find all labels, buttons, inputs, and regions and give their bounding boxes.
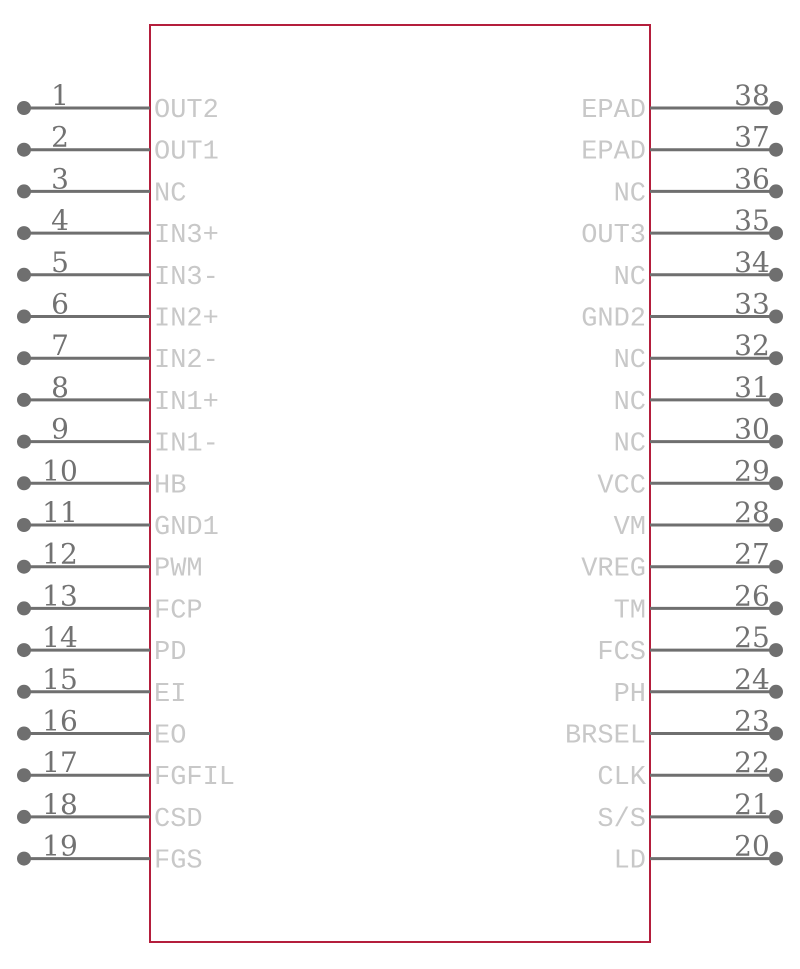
pin-name: FGFIL bbox=[154, 763, 236, 794]
pin-terminal-dot bbox=[17, 560, 31, 574]
pin-terminal-dot bbox=[769, 143, 783, 157]
pin-name: EPAD bbox=[581, 137, 646, 168]
pin-terminal-dot bbox=[769, 435, 783, 449]
pin-number: 13 bbox=[42, 579, 78, 613]
pin-number: 8 bbox=[51, 370, 69, 404]
pin-number: 4 bbox=[51, 204, 69, 238]
pin-terminal-dot bbox=[769, 184, 783, 198]
pin-name: VCC bbox=[597, 471, 646, 502]
pin-number: 2 bbox=[51, 120, 69, 154]
pin-number: 19 bbox=[42, 829, 78, 863]
pin-number: 38 bbox=[734, 79, 770, 112]
pin-number: 22 bbox=[734, 746, 770, 780]
pin-terminal-dot bbox=[769, 560, 783, 574]
pin-terminal-dot bbox=[17, 518, 31, 532]
pin-terminal-dot bbox=[769, 518, 783, 532]
pin-number: 7 bbox=[51, 329, 69, 363]
pin-name: GND1 bbox=[154, 513, 219, 543]
pin-terminal-dot bbox=[769, 310, 783, 324]
pin-name: IN1- bbox=[154, 429, 219, 460]
pin-number: 15 bbox=[42, 662, 78, 696]
pin-name: FGS bbox=[154, 846, 203, 877]
pin-number: 24 bbox=[734, 662, 770, 696]
pin-terminal-dot bbox=[769, 643, 783, 657]
pin-name: IN2- bbox=[154, 346, 219, 377]
pin-number: 35 bbox=[734, 204, 770, 238]
pin-name: VREG bbox=[581, 554, 646, 585]
pin-name: VM bbox=[613, 513, 646, 543]
pin-terminal-dot bbox=[17, 476, 31, 490]
pin-number: 3 bbox=[51, 162, 69, 196]
pin-terminal-dot bbox=[769, 768, 783, 782]
pin-number: 12 bbox=[42, 537, 78, 571]
pin-name: LD bbox=[613, 846, 646, 877]
pin-name: NC bbox=[613, 387, 646, 418]
pin-name: NC bbox=[613, 346, 646, 377]
pin-terminal-dot bbox=[769, 727, 783, 741]
pin-name: EPAD bbox=[581, 96, 646, 126]
pin-number: 5 bbox=[51, 245, 69, 279]
pin-name: IN3- bbox=[154, 262, 219, 293]
pin-terminal-dot bbox=[17, 101, 31, 115]
pin-terminal-dot bbox=[769, 268, 783, 282]
pin-name: OUT1 bbox=[154, 137, 219, 168]
pin-number: 31 bbox=[734, 370, 770, 404]
pin-name: BRSEL bbox=[564, 721, 646, 752]
pin-number: 34 bbox=[734, 245, 770, 279]
pin-terminal-dot bbox=[17, 643, 31, 657]
pin-name: NC bbox=[613, 262, 646, 293]
pin-terminal-dot bbox=[769, 393, 783, 407]
pin-name: OUT3 bbox=[581, 221, 646, 252]
pin-number: 36 bbox=[734, 162, 770, 196]
pin-terminal-dot bbox=[17, 184, 31, 198]
pin-terminal-dot bbox=[17, 310, 31, 324]
pin-terminal-dot bbox=[769, 852, 783, 866]
pin-name: EO bbox=[154, 721, 187, 752]
pin-number: 23 bbox=[734, 704, 770, 738]
pin-name: HB bbox=[154, 471, 187, 502]
pin-terminal-dot bbox=[769, 601, 783, 615]
pin-number: 21 bbox=[734, 787, 770, 821]
pin-terminal-dot bbox=[17, 268, 31, 282]
pin-terminal-dot bbox=[17, 810, 31, 824]
pin-number: 37 bbox=[734, 120, 770, 154]
pin-name: NC bbox=[613, 429, 646, 460]
pin-terminal-dot bbox=[17, 435, 31, 449]
pin-number: 26 bbox=[734, 579, 770, 613]
pin-terminal-dot bbox=[769, 476, 783, 490]
pin-terminal-dot bbox=[17, 226, 31, 240]
pin-name: PD bbox=[154, 638, 187, 669]
pin-terminal-dot bbox=[17, 727, 31, 741]
pin-name: PWM bbox=[154, 554, 203, 585]
pin-number: 11 bbox=[42, 496, 78, 529]
pin-number: 17 bbox=[42, 746, 78, 780]
pin-name: CLK bbox=[597, 763, 646, 794]
pin-terminal-dot bbox=[17, 768, 31, 782]
pin-terminal-dot bbox=[17, 143, 31, 157]
pin-number: 1 bbox=[51, 79, 69, 112]
pin-name: CSD bbox=[154, 804, 203, 835]
pin-terminal-dot bbox=[17, 601, 31, 615]
pin-name: FCP bbox=[154, 596, 203, 627]
pin-name: NC bbox=[613, 179, 646, 210]
pin-number: 29 bbox=[734, 454, 770, 488]
pin-terminal-dot bbox=[17, 685, 31, 699]
pin-number: 6 bbox=[51, 287, 69, 321]
pin-number: 10 bbox=[42, 454, 78, 488]
pin-number: 33 bbox=[734, 287, 770, 321]
pin-number: 25 bbox=[734, 621, 770, 655]
pin-name: IN3+ bbox=[154, 221, 219, 252]
pin-name: EI bbox=[154, 679, 187, 710]
pin-number: 30 bbox=[734, 412, 770, 446]
pin-number: 20 bbox=[734, 829, 770, 863]
pin-terminal-dot bbox=[17, 351, 31, 365]
pin-name: FCS bbox=[597, 638, 646, 669]
pin-name: S/S bbox=[597, 804, 646, 835]
pin-number: 16 bbox=[42, 704, 78, 738]
pin-name: TM bbox=[613, 596, 646, 627]
pin-name: IN2+ bbox=[154, 304, 219, 335]
pin-terminal-dot bbox=[769, 351, 783, 365]
pin-number: 32 bbox=[734, 329, 770, 363]
pin-terminal-dot bbox=[769, 685, 783, 699]
ic-body-outline bbox=[150, 25, 650, 942]
pin-number: 28 bbox=[734, 496, 770, 529]
pin-terminal-dot bbox=[769, 101, 783, 115]
pin-terminal-dot bbox=[17, 852, 31, 866]
pin-name: IN1+ bbox=[154, 387, 219, 418]
pin-number: 27 bbox=[734, 537, 770, 571]
pin-number: 18 bbox=[42, 787, 78, 821]
pin-name: OUT2 bbox=[154, 96, 219, 126]
pin-name: GND2 bbox=[581, 304, 646, 335]
pin-name: PH bbox=[613, 679, 646, 710]
pin-name: NC bbox=[154, 179, 187, 210]
pin-number: 14 bbox=[42, 621, 78, 655]
pin-terminal-dot bbox=[769, 226, 783, 240]
pin-terminal-dot bbox=[769, 810, 783, 824]
pin-number: 9 bbox=[51, 412, 69, 446]
pin-terminal-dot bbox=[17, 393, 31, 407]
